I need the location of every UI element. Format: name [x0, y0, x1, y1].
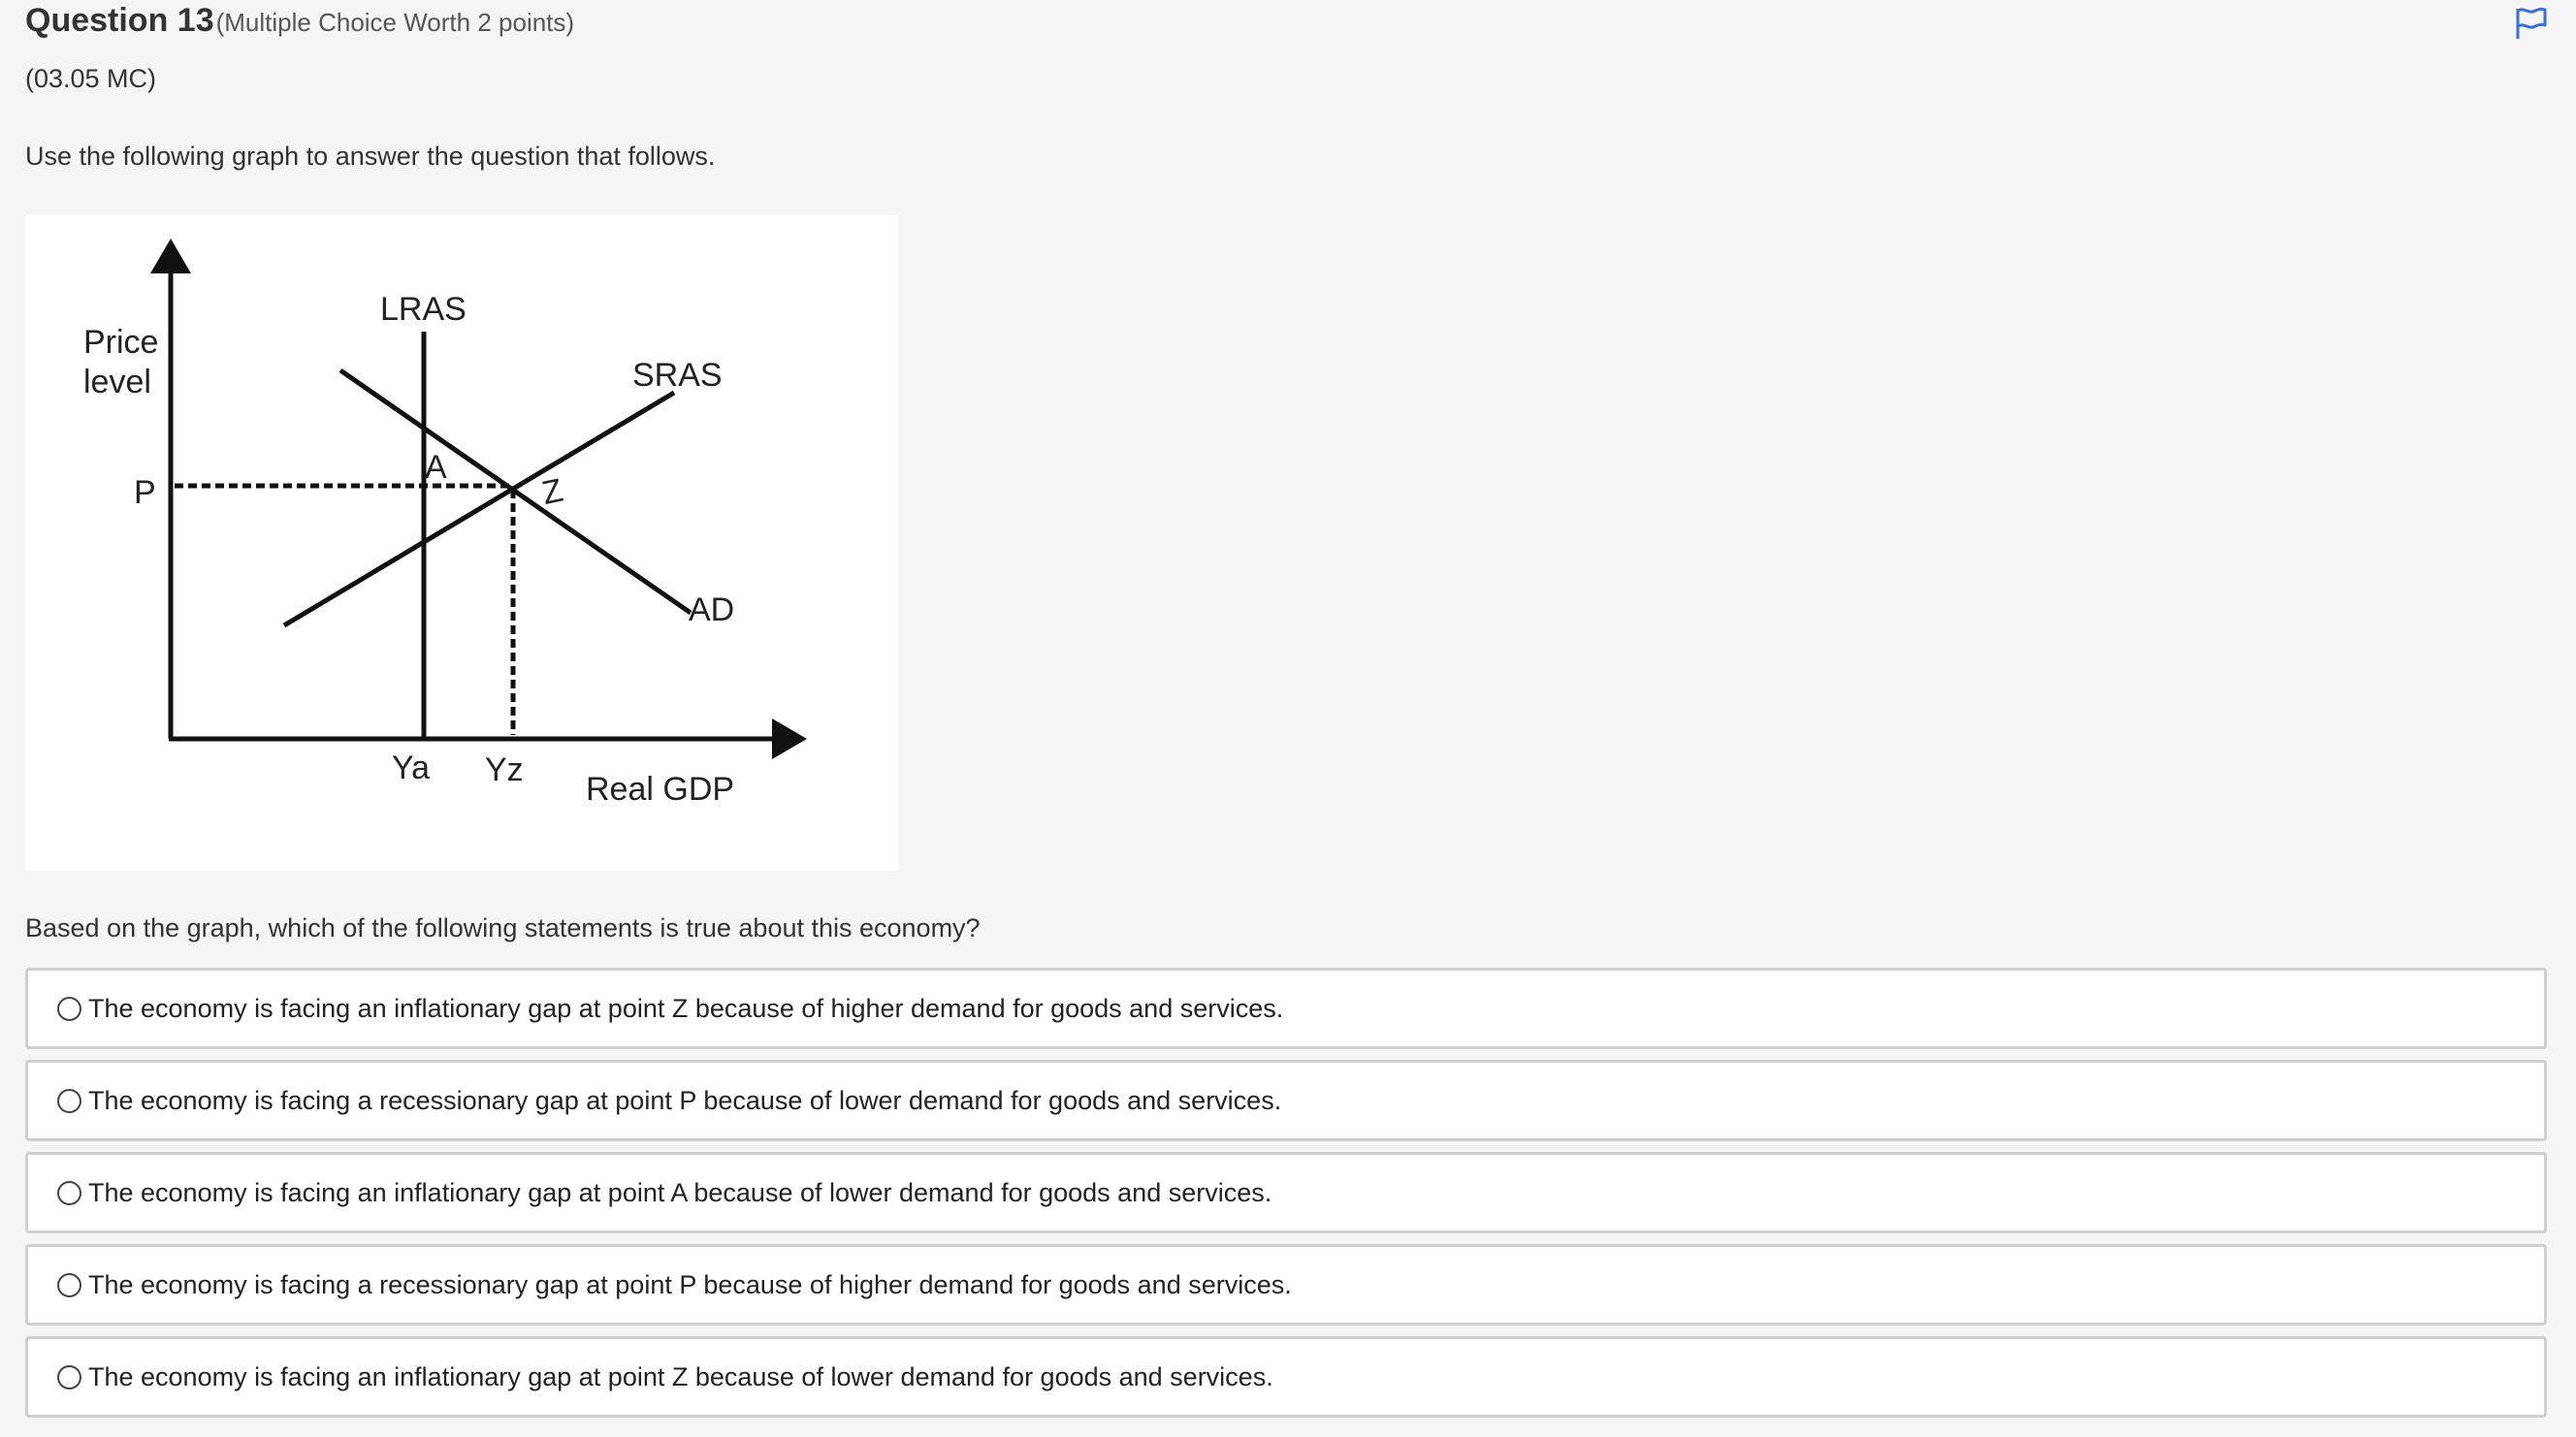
answer-choice-text: The economy is facing an inflationary gap at point Z because of lower demand for goods and services. [88, 1361, 1273, 1391]
radio-button[interactable] [57, 1365, 81, 1389]
answer-choice-text: The economy is facing a recessionary gap at point P because of higher demand for goods and services. [88, 1269, 1292, 1299]
question-prompt: Based on the graph, which of the following statements is true about this economy? [25, 913, 981, 942]
x-axis-arrow [772, 718, 807, 759]
question-header [25, 2, 574, 40]
yz-label: Yz [485, 751, 524, 788]
answer-choice-text: The economy is facing a recessionary gap at point P because of lower demand for goods and services. [88, 1085, 1282, 1115]
sras-label: SRAS [632, 357, 723, 394]
answer-choice-4[interactable] [25, 1244, 2547, 1325]
sras-curve [284, 393, 674, 625]
question-worth: (Multiple Choice Worth 2 points) [215, 8, 575, 37]
answer-choices [25, 968, 2547, 1428]
flag-icon [2514, 6, 2549, 41]
answer-choice-2[interactable] [25, 1060, 2547, 1141]
y-axis-arrow [150, 239, 191, 273]
radio-button[interactable] [57, 1089, 81, 1113]
question-instruction: Use the following graph to answer the question that follows. [25, 142, 716, 171]
price-label: P [134, 474, 156, 511]
ad-as-graph [25, 215, 898, 871]
point-z-label: Z [538, 471, 566, 513]
question-code: (03.05 MC) [25, 64, 157, 93]
y-axis-label-level: level [83, 364, 151, 400]
ad-label: AD [689, 591, 735, 628]
graph-svg [25, 215, 898, 871]
answer-choice-text: The economy is facing an inflationary gap at point A because of lower demand for goods and services. [88, 1177, 1272, 1207]
answer-choice-text: The economy is facing an inflationary gap at point Z because of higher demand for goods and services. [88, 993, 1284, 1023]
answer-choice-3[interactable] [25, 1152, 2547, 1233]
flag-button[interactable] [2514, 6, 2549, 41]
lras-label: LRAS [380, 291, 467, 328]
answer-choice-5[interactable] [25, 1336, 2547, 1418]
radio-button[interactable] [57, 997, 81, 1021]
question-title: Question 13 [25, 2, 214, 39]
radio-button[interactable] [57, 1273, 81, 1297]
x-axis-label: Real GDP [586, 771, 735, 808]
y-axis-label-price: Price [83, 324, 159, 361]
answer-choice-1[interactable] [25, 968, 2547, 1049]
radio-button[interactable] [57, 1181, 81, 1205]
ya-label: Ya [392, 750, 431, 786]
point-a-label: A [425, 449, 447, 486]
